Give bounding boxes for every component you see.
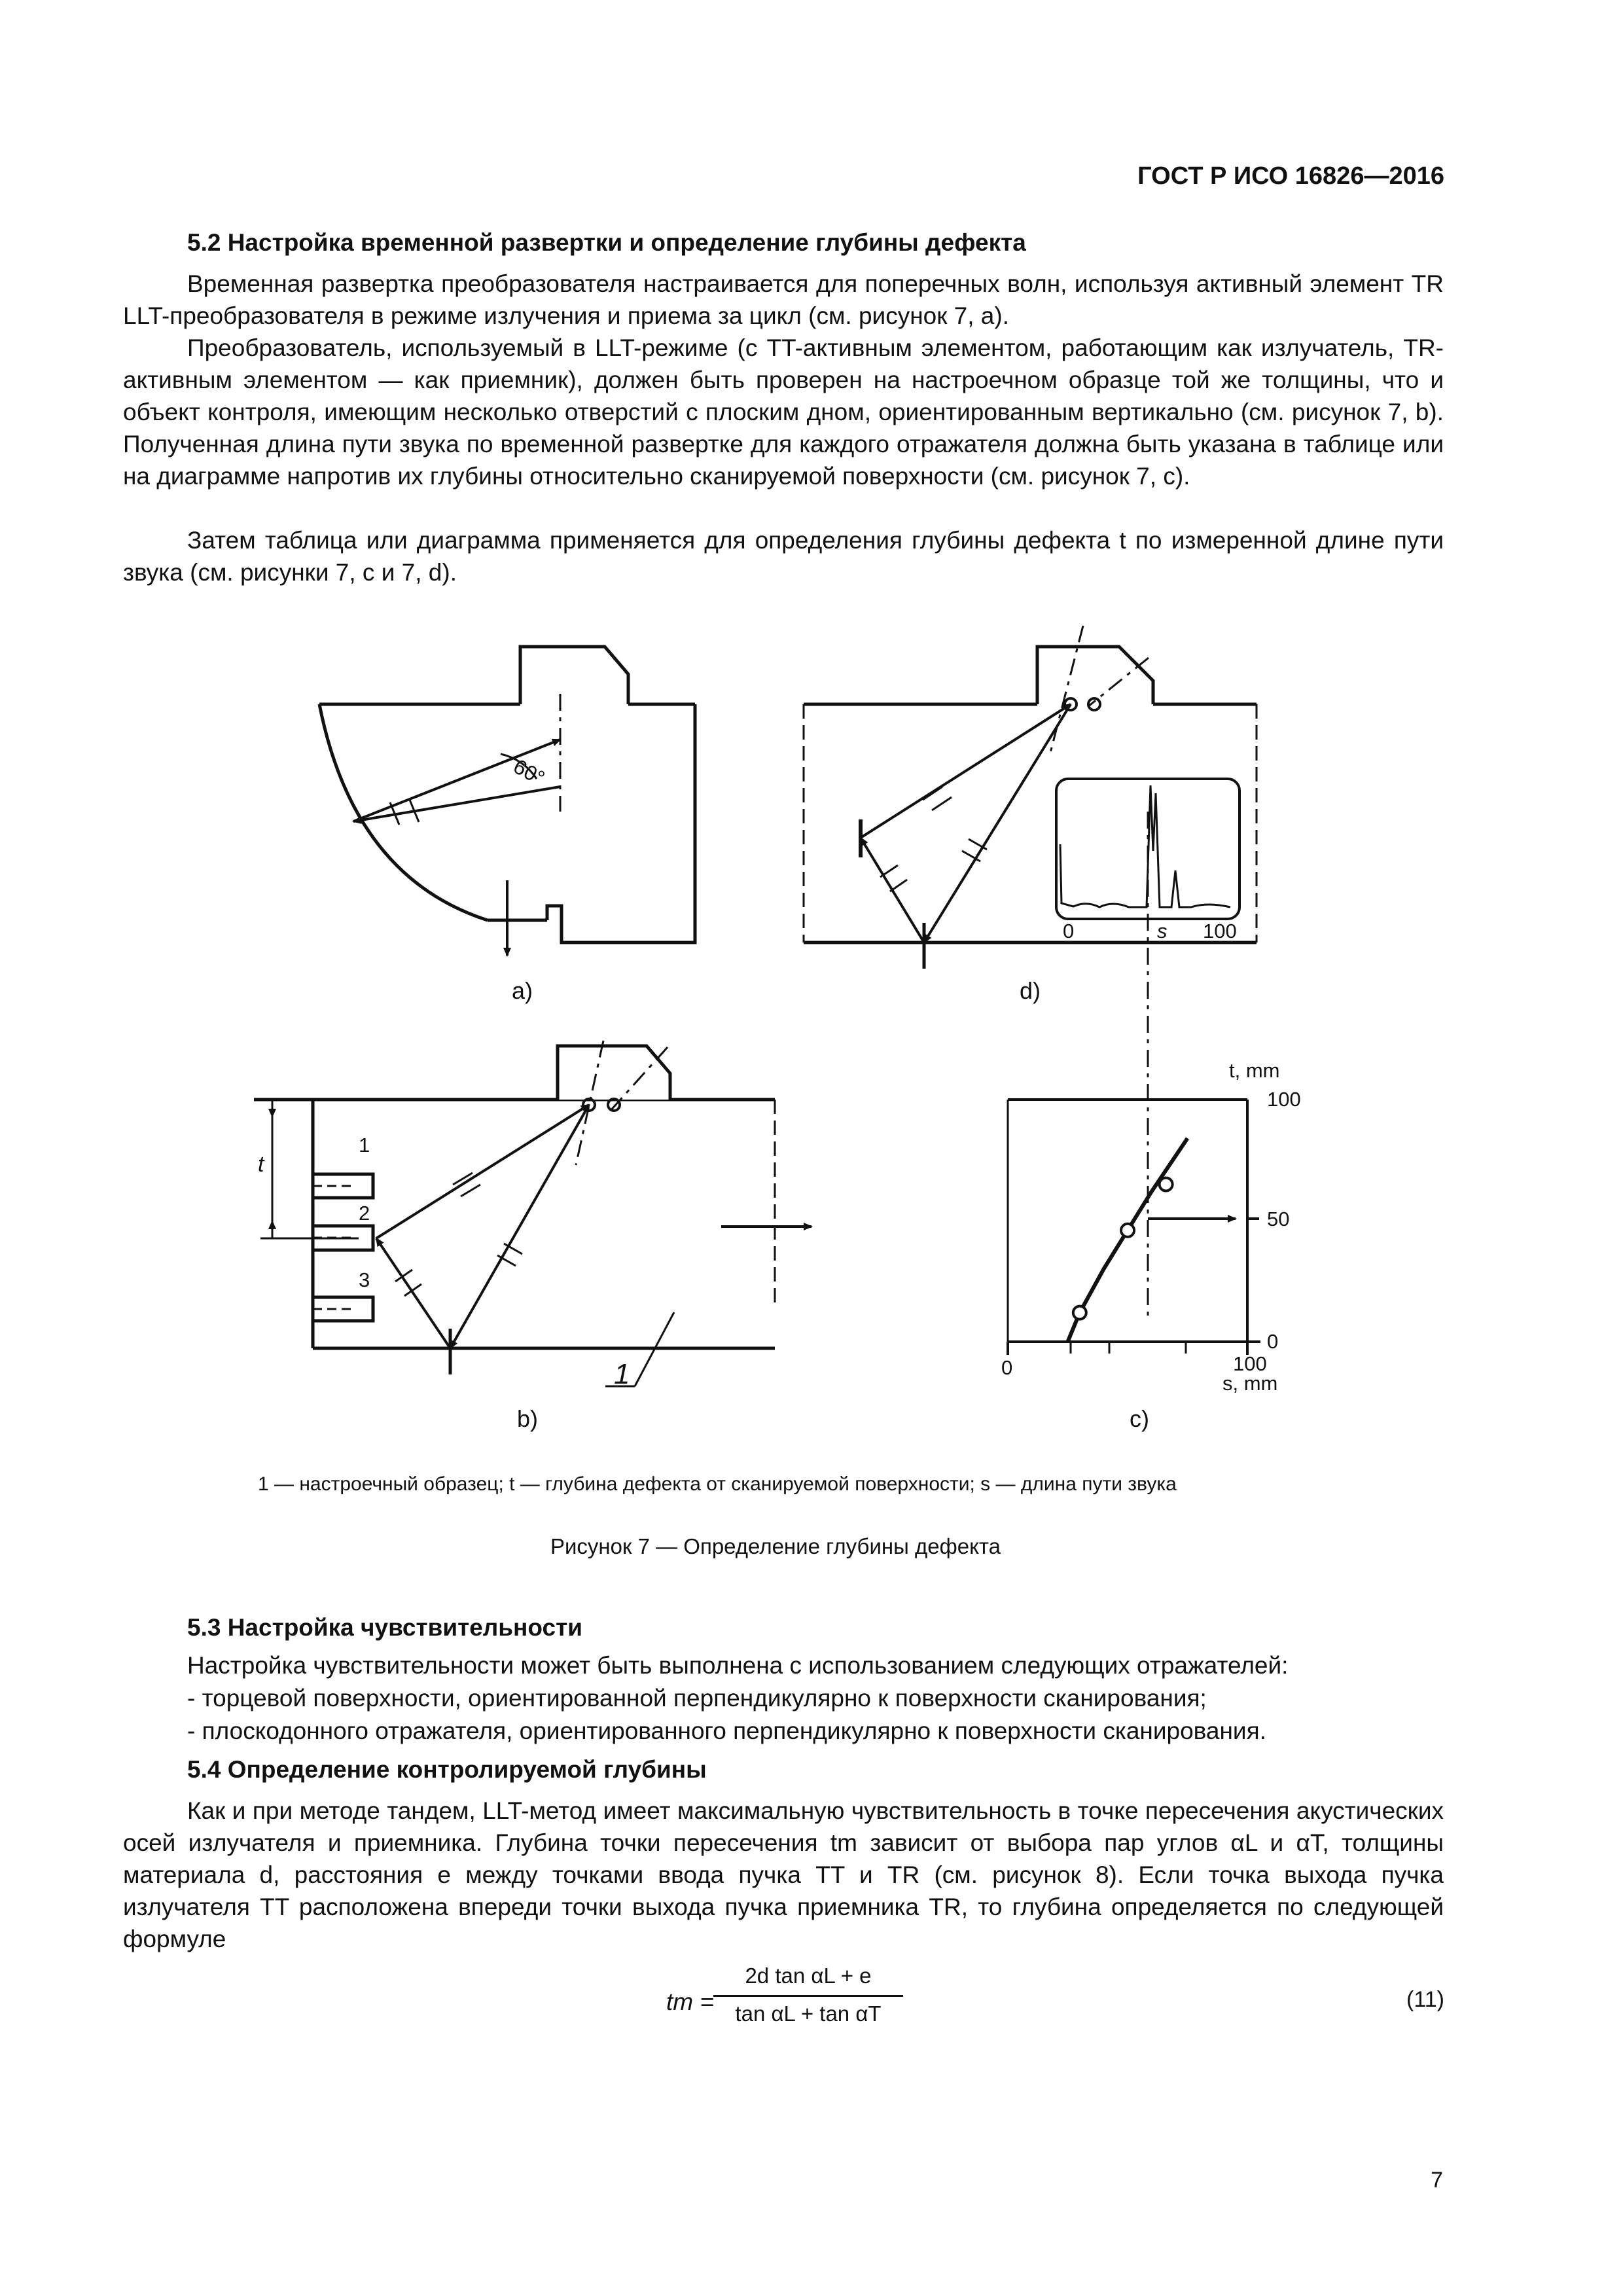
- figure-caption: Рисунок 7 — Определение глубины дефекта: [550, 1534, 1001, 1558]
- chart-data-point: [1160, 1178, 1173, 1191]
- section-5-2-para-1: Временная развертка преобразователя настраивается для поперечных волн, используя активный элемент TR LLT-преобразователя в режиме излучения и приема за цикл (см. рисунок 7, a).: [123, 270, 1444, 329]
- section-5-4-para-1: Как и при методе тандем, LLT-метод имеет максимальную чувствительность в точке пересечения акустических осей излучателя и приемника. Глубина точки пересечения tm зависит от выбора пар углов αL и αT, толщины материала d, расстояния e между точками ввода пучка TT и TR (см. рисунок 8). Если точка выхода пучка излучателя TT расположена впереди точки выхода пучка приемника TR, то глубина определяется по следующей формуле: [123, 1797, 1444, 1952]
- chart-y-tick-100: 100: [1267, 1088, 1301, 1111]
- formula-fraction-bar: [713, 1995, 903, 1997]
- standard-header: ГОСТ Р ИСО 16826—2016: [1137, 162, 1444, 190]
- panel-label-a: a): [512, 977, 533, 1004]
- page-number: 7: [1431, 2168, 1443, 2193]
- section-5-3-heading: 5.3 Настройка чувствительности: [187, 1614, 582, 1641]
- chart-x-tick-0: 0: [1001, 1356, 1013, 1379]
- chart-y-axis-label: t, mm: [1229, 1059, 1280, 1082]
- scope-s-label: s: [1157, 920, 1168, 942]
- chart-data-point: [1121, 1224, 1134, 1237]
- figure-legend: 1 — настроечный образец; t — глубина дефекта от сканируемой поверхности; s — длина пути звука: [258, 1473, 1177, 1495]
- formula-numerator: 2d tan αL + e: [745, 1964, 872, 1988]
- reference-block-label: 1: [614, 1358, 630, 1390]
- section-5-3-para-1: Настройка чувствительности может быть выполнена с использованием следующих отражателей:: [187, 1652, 1289, 1679]
- angle-label: 60°: [509, 754, 549, 790]
- scope-100-label: 100: [1203, 920, 1237, 942]
- figure-a: [319, 647, 695, 956]
- formula-lhs: tm =: [666, 1988, 714, 2015]
- list-item: - торцевой поверхности, ориентированной перпендикулярно к поверхности сканирования;: [187, 1685, 1207, 1712]
- chart-y-tick-50: 50: [1267, 1208, 1290, 1230]
- formula-number: (11): [1406, 1987, 1444, 2012]
- scope-0-label: 0: [1063, 920, 1075, 942]
- chart-x-tick-100: 100: [1233, 1352, 1267, 1375]
- section-5-2-para-3: Затем таблица или диаграмма применяется для определения глубины дефекта t по измеренной длине пути звука (см. рисунки 7, c и 7, d).: [123, 527, 1444, 586]
- figure-c-chart: [1008, 1100, 1260, 1355]
- hole-3-label: 3: [359, 1268, 370, 1291]
- list-item: - плоскодонного отражателя, ориентированного перпендикулярно к поверхности сканирования.: [187, 1717, 1266, 1744]
- chart-data-point: [1073, 1306, 1086, 1319]
- section-5-4-heading: 5.4 Определение контролируемой глубины: [187, 1756, 707, 1783]
- section-5-2-para-2: Преобразователь, используемый в LLT-режиме (с TT-активным элементом, работающим как излучатель, TR-активным элементом — как приемник), должен быть проверен на настроечном образце той же толщины, что и объект контроля, имеющим несколько отверстий с плоским дном, ориентированным вертикально (см. рисунок 7, b). Полученная длина пути звука по временной развертке для каждого отражателя должна быть указана в таблице или на диаграмме напротив их глубины относительно сканируемой поверхности (см. рисунок 7, c).: [123, 334, 1444, 490]
- depth-t-label: t: [258, 1152, 264, 1177]
- panel-label-d: d): [1020, 977, 1041, 1004]
- hole-1-label: 1: [359, 1134, 370, 1157]
- panel-label-c: c): [1130, 1405, 1149, 1432]
- figure-b: [254, 1041, 812, 1386]
- panel-label-b: b): [517, 1405, 539, 1432]
- chart-y-tick-0: 0: [1267, 1330, 1279, 1353]
- figure-7-diagram: [0, 615, 1623, 1466]
- hole-2-label: 2: [359, 1202, 370, 1225]
- formula-denominator: tan αL + tan αT: [735, 2001, 882, 2026]
- chart-x-axis-label: s, mm: [1222, 1372, 1278, 1395]
- section-5-2-heading: 5.2 Настройка временной развертки и определение глубины дефекта: [187, 229, 1026, 256]
